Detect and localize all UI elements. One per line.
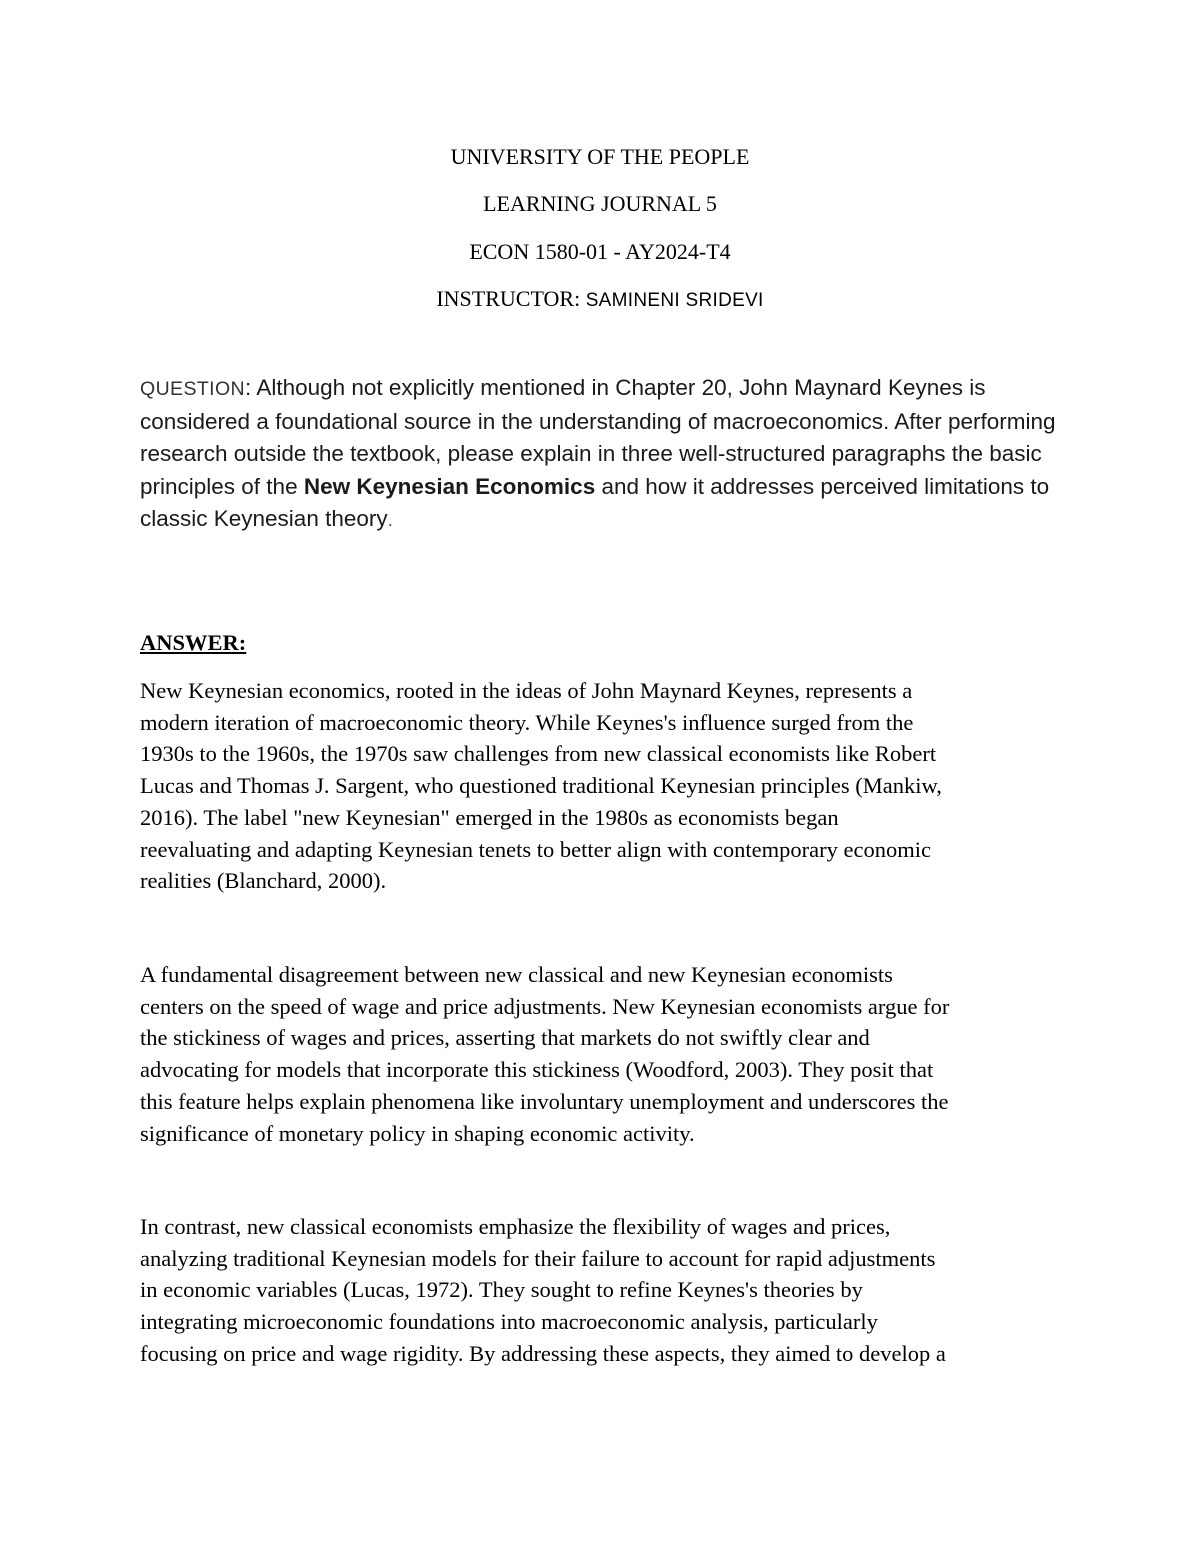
instructor-name: SAMINENI SRIDEVI: [585, 290, 764, 311]
paragraph-line: realities (Blanchard, 2000).: [140, 868, 387, 894]
paragraph-line: 1930s to the 1960s, the 1970s saw challenges from new classical economists like Robert: [140, 741, 937, 767]
paragraph-line: this feature helps explain phenomena like involuntary unemployment and underscores the: [140, 1088, 949, 1114]
question-bold-term: New Keynesian Economics: [303, 473, 596, 499]
paragraph-line: in economic variables (Lucas, 1972). They sought to refine Keynes's theories by: [140, 1277, 863, 1303]
paragraph-line: A fundamental disagreement between new classical and new Keynesian economists: [140, 962, 893, 987]
question-colon: :: [245, 375, 257, 400]
university-title: UNIVERSITY OF THE PEOPLE: [450, 144, 750, 169]
answer-paragraph-3: [140, 1211, 1070, 1370]
paragraph-line: reevaluating and adapting Keynesian tenets to better align with contemporary economic: [140, 836, 931, 862]
paragraph-line: advocating for models that incorporate this stickiness (Woodford, 2003). They posit that: [140, 1057, 934, 1083]
paragraph-line: the stickiness of wages and prices, asserting that markets do not swiftly clear and: [140, 1025, 870, 1051]
question-text-part-2: and how it addresses perceived limitations to classic Keynesian theory: [140, 473, 1050, 531]
paragraph-line: Lucas and Thomas J. Sargent, who questioned traditional Keynesian principles (Mankiw,: [140, 773, 942, 799]
answer-label: ANSWER:: [140, 630, 247, 655]
paragraph-line: 2016). The label "new Keynesian" emerged in the 1980s as economists began: [140, 804, 839, 830]
course-code: ECON 1580-01 - AY2024-T4: [469, 239, 731, 264]
question-block: [140, 372, 1070, 538]
paragraph-line: significance of monetary policy in shaping economic activity.: [140, 1120, 695, 1146]
answer-paragraph-1: [140, 675, 1070, 897]
paragraph-line: centers on the speed of wage and price adjustments. New Keynesian economists argue for: [140, 993, 950, 1019]
paragraph-line: New Keynesian economics, rooted in the ideas of John Maynard Keynes, represents a: [140, 678, 913, 703]
question-end-period: .: [387, 510, 393, 531]
question-text-part-1: Although not explicitly mentioned in Chapter 20, John Maynard Keynes is considered a foundational source in the understanding of macroeconomics. After performing research outside the textbook, please explain in three well-structured paragraphs the basic principles of the: [140, 375, 1056, 499]
paragraph-line: focusing on price and wage rigidity. By addressing these aspects, they aimed to develop a: [140, 1340, 946, 1366]
paragraph-line: In contrast, new classical economists emphasize the flexibility of wages and prices,: [140, 1214, 891, 1239]
instructor-line: [0, 286, 1200, 314]
answer-paragraph-2: [140, 959, 1070, 1149]
instructor-label: INSTRUCTOR:: [436, 286, 586, 311]
paragraph-line: integrating microeconomic foundations into macroeconomic analysis, particularly: [140, 1309, 878, 1335]
paragraph-line: analyzing traditional Keynesian models for their failure to account for rapid adjustments: [140, 1245, 936, 1271]
paragraph-line: modern iteration of macroeconomic theory. While Keynes's influence surged from the: [140, 709, 914, 735]
question-label: QUESTION: [140, 378, 246, 400]
journal-title: LEARNING JOURNAL 5: [483, 191, 717, 216]
